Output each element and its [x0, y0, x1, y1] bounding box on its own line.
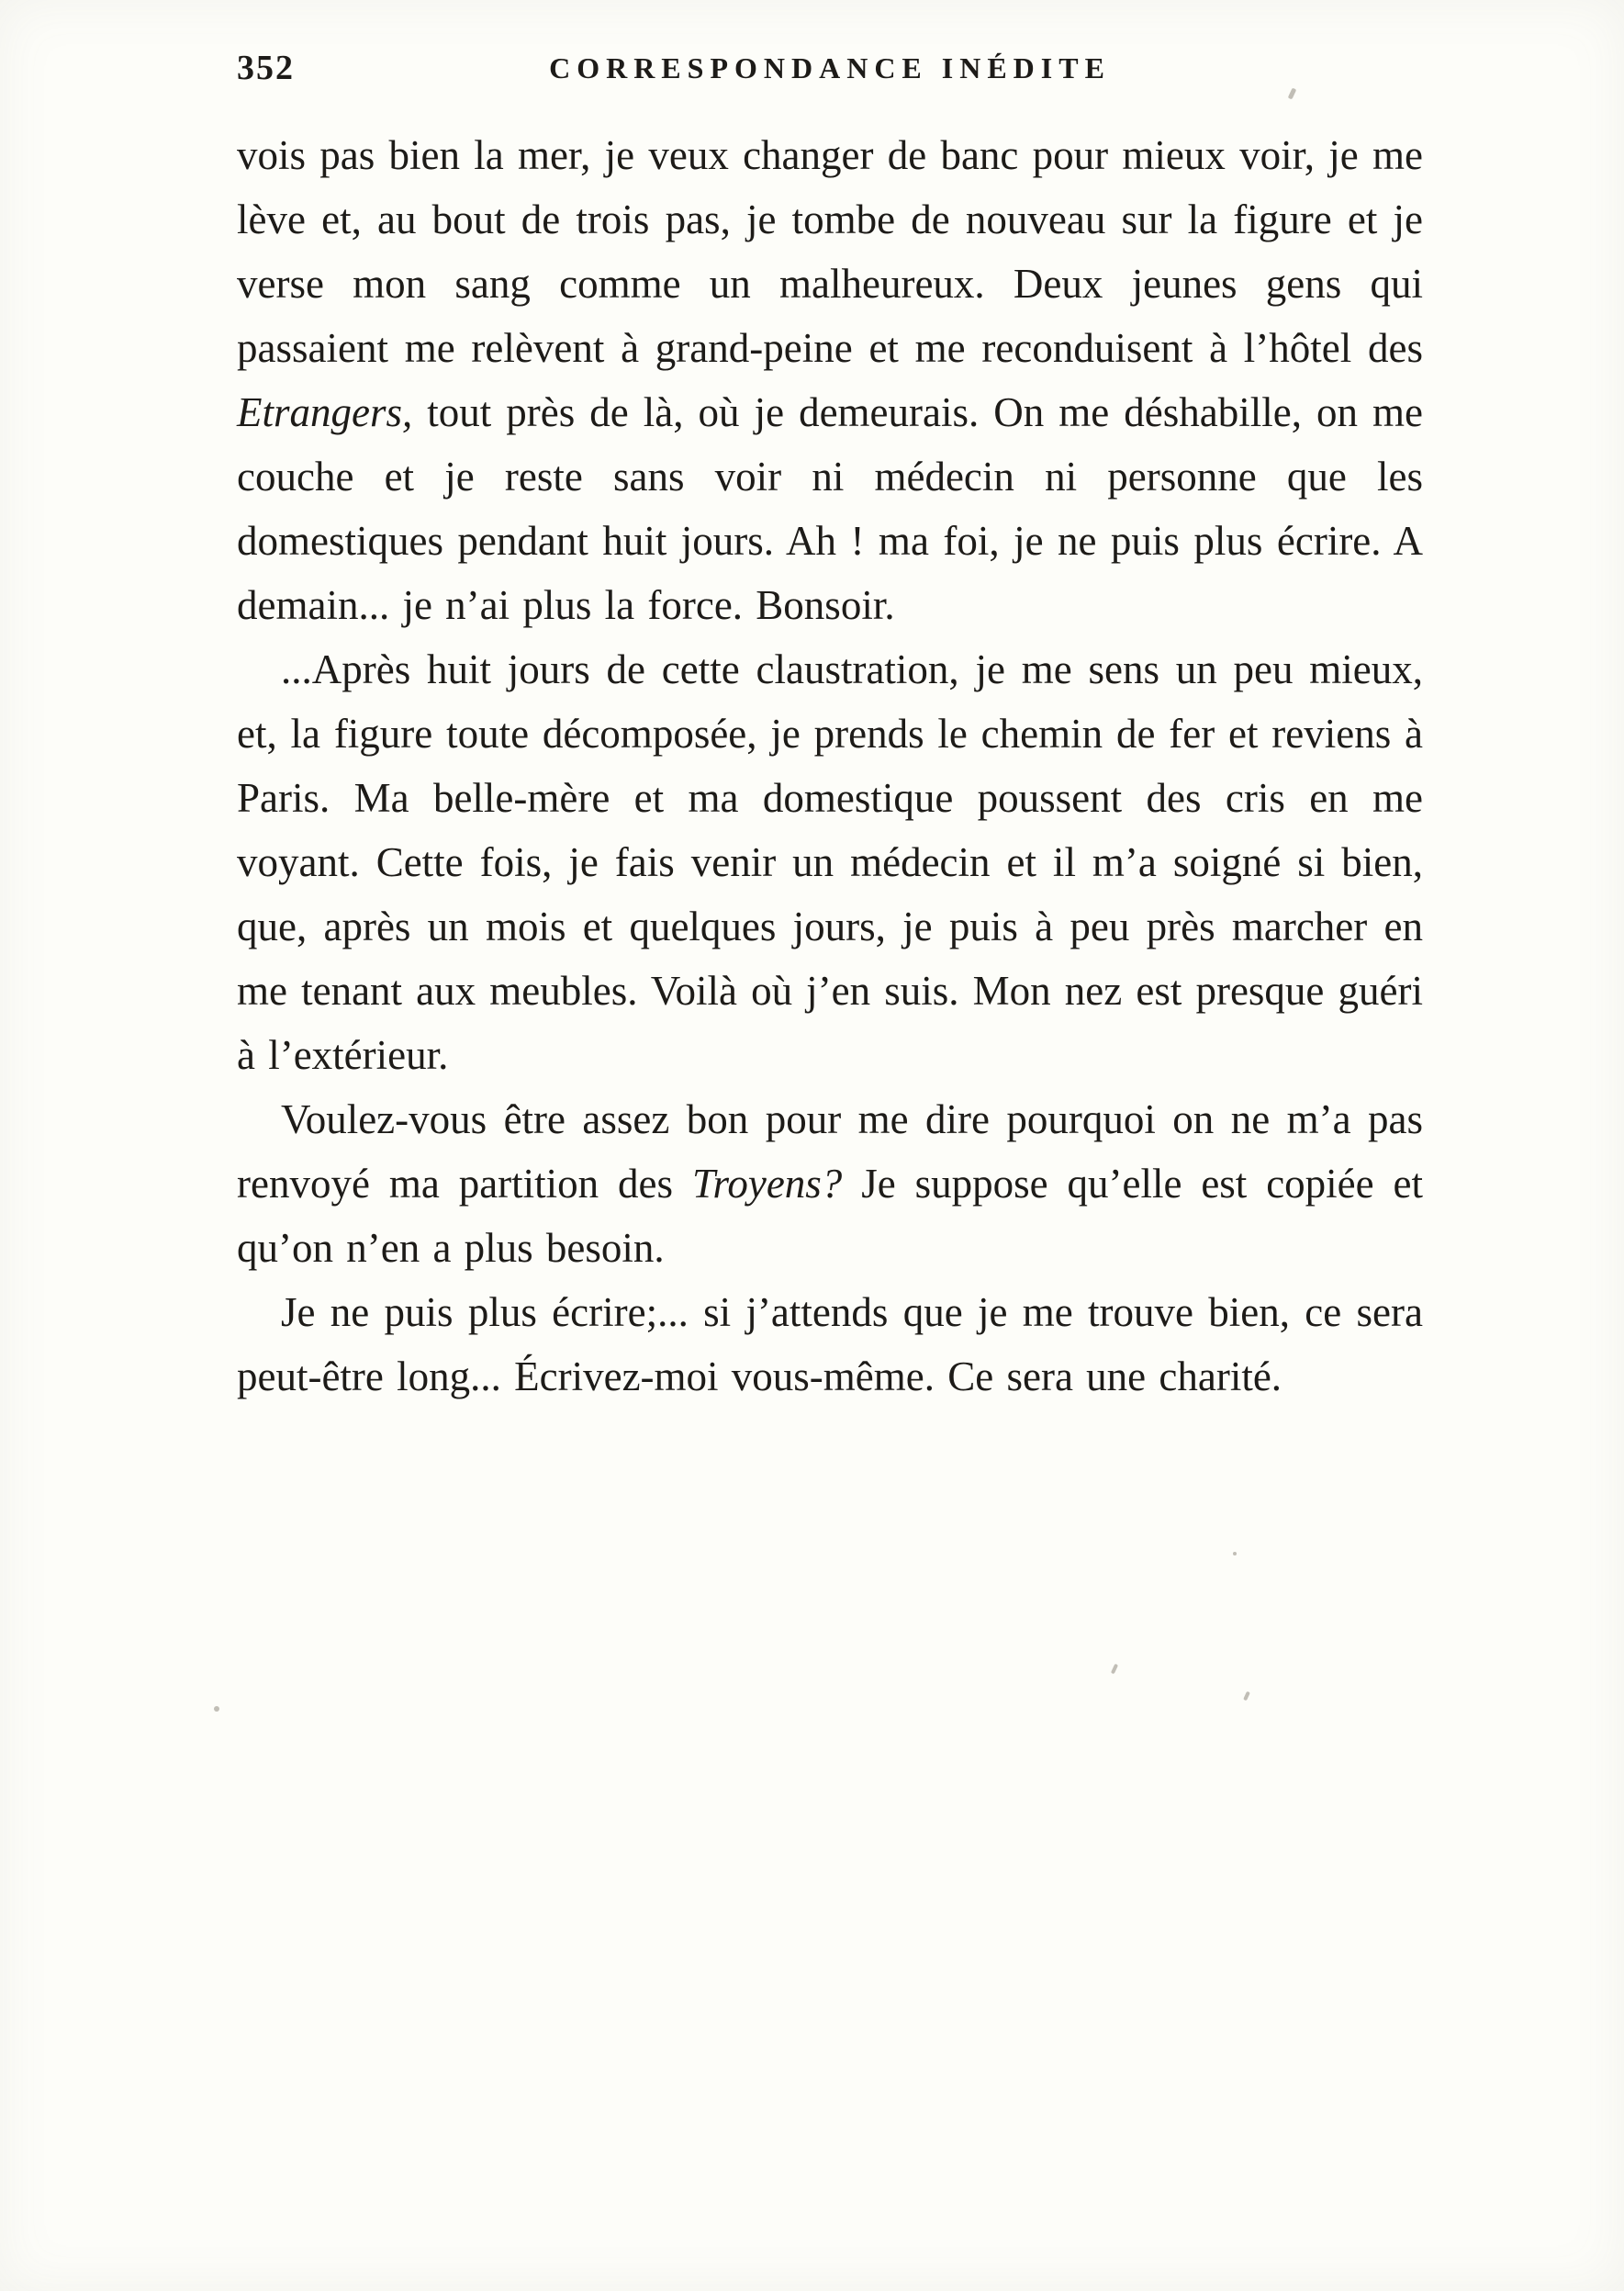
scan-speck	[1243, 1691, 1250, 1701]
paragraph-2-text: ...Après huit jours de cette claustration, je me sens un peu mieux, et, la figure toute décomposée, je prends le chemin de fer et reviens à Paris. Ma belle-mère et ma domestique poussent des cris en me voyant. Cette fois, je fais venir un médecin et il m’a soigné si bien, que, après un mois et quelques jours, je puis à peu près marcher en me tenant aux meubles. Voilà où j’en suis. Mon nez est presque guéri à l’extérieur.	[237, 646, 1423, 1078]
text-block	[237, 123, 1423, 1409]
paragraph-3	[237, 1087, 1423, 1280]
running-title: CORRESPONDANCE INÉDITE	[549, 51, 1111, 84]
paragraph-4-text: Je ne puis plus écrire;... si j’attends que je me trouve bien, ce sera peut-être long... Écrivez-moi vous-même. Ce sera une charité.	[237, 1289, 1423, 1399]
paragraph-4	[237, 1280, 1423, 1409]
scan-speck	[214, 1706, 219, 1712]
paragraph-3-text-cont: Je suppose qu’elle est copiée et qu’on n’en a plus besoin.	[237, 1161, 1423, 1271]
paragraph-1	[237, 123, 1423, 637]
paragraph-1-text: vois pas bien la mer, je veux changer de banc pour mieux voir, je me lève et, au bout de trois pas, je tombe de nouveau sur la figure et je verse mon sang comme un malheureux. Deux jeunes gens qui passaient me relèvent à grand-peine et me reconduisent à l’hôtel des	[237, 132, 1423, 371]
scan-speck	[1233, 1552, 1237, 1555]
paragraph-1-text-cont: tout près de là, où je demeurais. On me déshabille, on me couche et je reste sans voir ni médecin ni personne que les domestiques pendant huit jours. Ah ! ma foi, je ne puis plus écrire. A demain... je n’ai plus la force. Bonsoir.	[237, 389, 1423, 628]
scan-speck	[1111, 1664, 1118, 1675]
paragraph-2	[237, 637, 1423, 1087]
paragraph-3-text: Voulez-vous être assez bon pour me dire pourquoi on ne m’a pas renvoyé ma partition des	[237, 1096, 1423, 1207]
italic-word-etrangers: Etrangers,	[237, 389, 413, 435]
page-header	[237, 48, 1423, 95]
italic-word-troyens: Troyens?	[691, 1161, 843, 1207]
page-number: 352	[237, 49, 295, 87]
